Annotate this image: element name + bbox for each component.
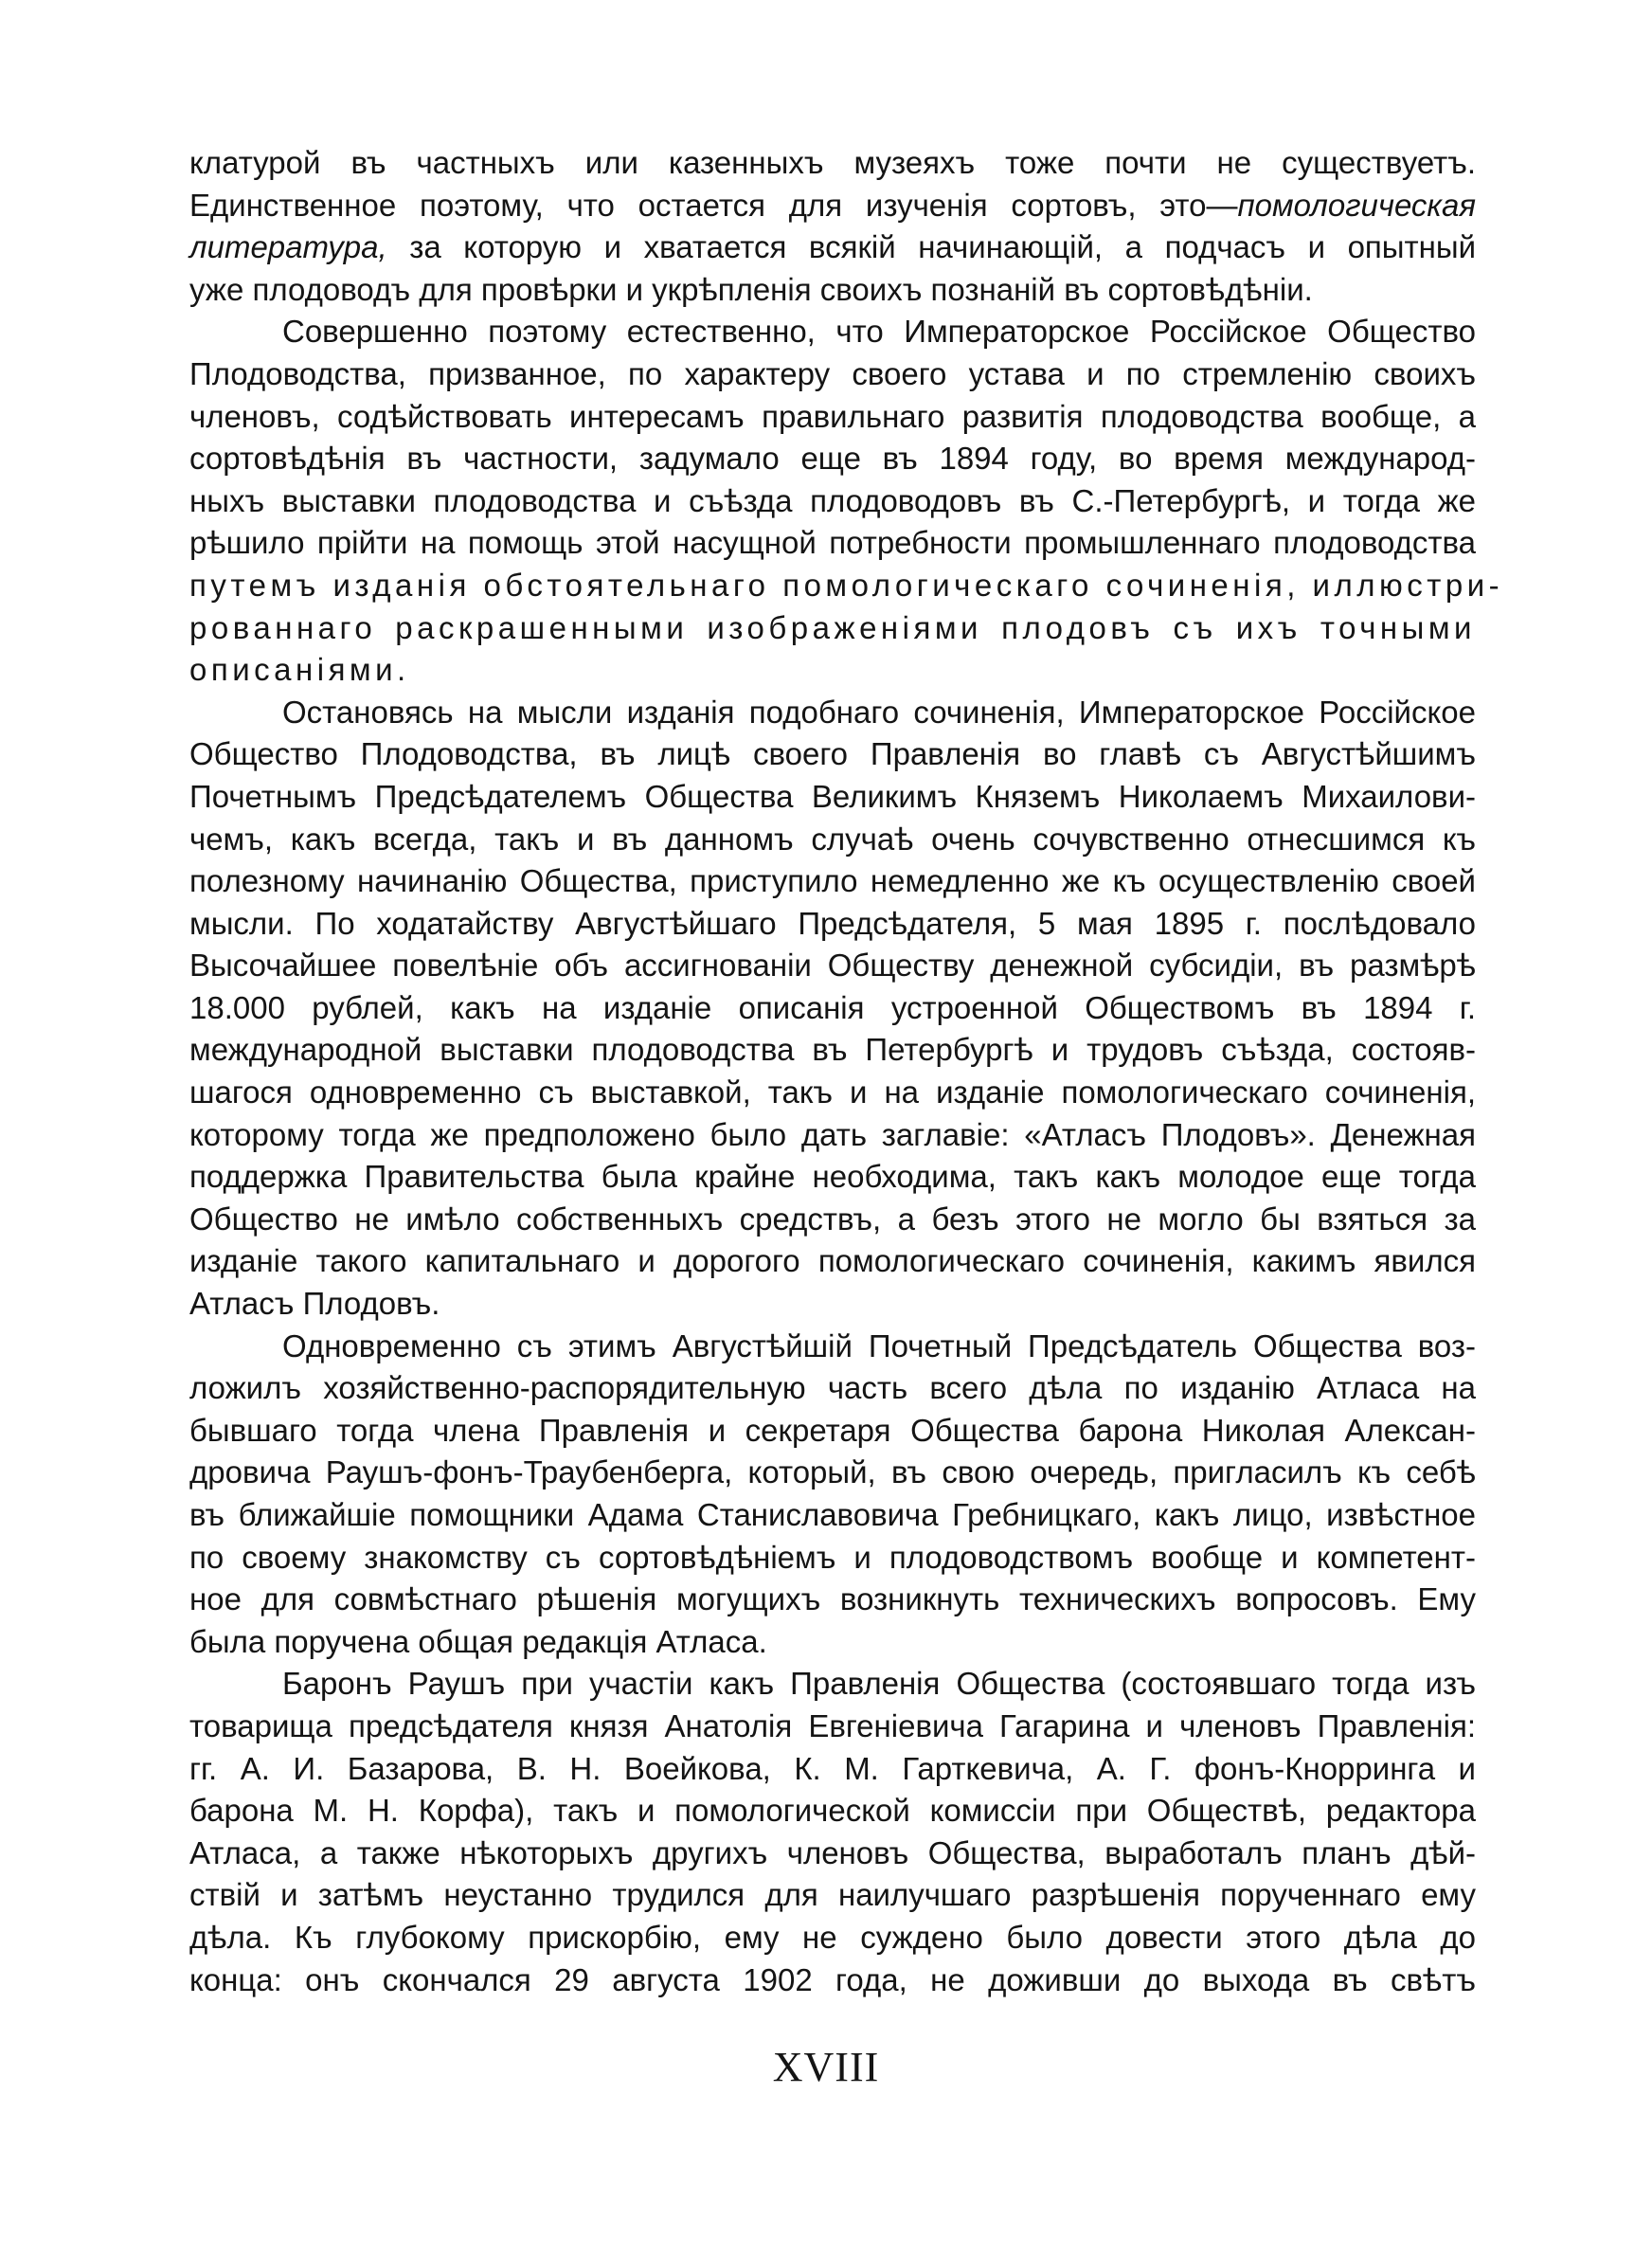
text-line: Атласа, а также нѣкоторыхъ другихъ членовъ Общества, выработалъ планъ дѣй-	[189, 1834, 1476, 1870]
text-line-start: Единственное поэтому, что остается для изученія сортовъ, это—	[189, 187, 1238, 223]
text-line: которому тогда же предположено было дать заглавіе: «Атласъ Плодовъ». Денежная	[189, 1116, 1476, 1152]
text-line: сортовѣдѣнія въ частности, задумало еще въ 1894 году, во время международ-	[189, 441, 1476, 477]
paragraph-1	[189, 142, 1476, 311]
text-line-spaced: путемъ изданія обстоятельнаго помологическаго сочиненія, иллюстри-	[189, 567, 1504, 603]
text-line: дѣла. Къ глубокому прискорбію, ему не суждено было довести этого дѣла до	[189, 1919, 1476, 1955]
text-line: Одновременно съ этимъ Августѣйшій Почетный Предсѣдатель Общества воз-	[282, 1327, 1476, 1363]
text-line: Атласъ Плодовъ.	[189, 1286, 440, 1322]
text-line: Остановясь на мысли изданія подобнаго сочиненія, Императорское Россійское	[282, 694, 1476, 730]
text-line: поддержка Правительства была крайне необходима, такъ какъ молодое еще тогда	[189, 1159, 1476, 1195]
text-line: Почетнымъ Предсѣдателемъ Общества Великимъ Княземъ Николаемъ Михаилови-	[189, 778, 1476, 814]
text-line: гг. А. И. Базарова, В. Н. Воейкова, К. М. Гарткевича, А. Г. фонъ-Кнорринга и	[189, 1750, 1476, 1786]
text-line: въ ближайшіе помощники Адама Станиславовича Гребницкаго, какъ лицо, извѣстное	[189, 1497, 1476, 1532]
paragraph-3	[189, 692, 1476, 1326]
text-line: мысли. По ходатайству Августѣйшаго Предсѣдателя, 5 мая 1895 г. послѣдовало	[189, 905, 1476, 941]
text-line: Плодоводства, призванное, по характеру своего устава и по стремленію своихъ	[189, 355, 1476, 391]
text-line: Высочайшее повелѣніе объ ассигнованіи Обществу денежной субсидіи, въ размѣрѣ	[189, 948, 1476, 984]
text-line: конца: онъ скончался 29 августа 1902 года, не доживши до выхода въ свѣтъ	[189, 1961, 1476, 1997]
text-line: Общество не имѣло собственныхъ средствъ, а безъ этого не могло бы взяться за	[189, 1201, 1476, 1237]
text-line: товарища предсѣдателя князя Анатолія Евгеніевича Гагарина и членовъ Правленія:	[189, 1707, 1476, 1743]
text-line-spaced: рованнаго раскрашенными изображеніями плодовъ съ ихъ точными	[189, 609, 1476, 645]
text-line: уже плодоводъ для провѣрки и укрѣпленія своихъ познаній въ сортовѣдѣніи.	[189, 271, 1313, 307]
text-line: ствій и затѣмъ неустанно трудился для наилучшаго разрѣшенія порученнаго ему	[189, 1877, 1476, 1913]
text-line: барона М. Н. Корфа), такъ и помологической комиссіи при Обществѣ, редактора	[189, 1793, 1476, 1829]
text-line-rest: за которую и хватается всякій начинающій, а подчасъ и опытный	[386, 229, 1476, 265]
text-line: 18.000 рублей, какъ на изданіе описанія устроенной Обществомъ въ 1894 г.	[189, 989, 1476, 1025]
text-line: полезному начинанію Общества, приступило немедленно же къ осуществленію своей	[189, 863, 1476, 899]
text-line: бывшаго тогда члена Правленія и секретаря Общества барона Николая Алексан-	[189, 1412, 1476, 1448]
text-line: ложилъ хозяйственно-распорядительную часть всего дѣла по изданію Атласа на	[189, 1370, 1476, 1406]
text-line: членовъ, содѣйствовать интересамъ правильнаго развитія плодоводства вообще, а	[189, 398, 1476, 434]
text-line: рѣшило прійти на помощь этой насущной потребности промышленнаго плодоводства	[189, 525, 1476, 561]
text-line: изданіе такого капитальнаго и дорогого помологическаго сочиненія, какимъ явился	[189, 1243, 1476, 1279]
page-number: XVIII	[772, 2044, 880, 2090]
text-line: Общество Плодоводства, въ лицѣ своего Правленія во главѣ съ Августѣйшимъ	[189, 736, 1476, 772]
text-line: дровича Раушъ-фонъ-Траубенберга, который, въ свою очередь, пригласилъ къ себѣ	[189, 1454, 1476, 1490]
text-line	[189, 185, 1476, 227]
paragraph-4	[189, 1326, 1476, 1664]
text-line: Совершенно поэтому естественно, что Императорское Россійское Общество	[282, 314, 1476, 350]
paragraph-2	[189, 311, 1504, 691]
text-line	[189, 226, 1476, 269]
paragraph-5	[189, 1663, 1476, 2001]
text-line-spaced: описаніями.	[189, 652, 410, 688]
text-line: Баронъ Раушъ при участіи какъ Правленія Общества (состоявшаго тогда изъ	[282, 1666, 1476, 1702]
text-line: ное для совмѣстнаго рѣшенія могущихъ возникнуть техническихъ вопросовъ. Ему	[189, 1581, 1476, 1617]
text-line: по своему знакомству съ сортовѣдѣніемъ и плодоводствомъ вообще и компетент-	[189, 1539, 1476, 1575]
italic-term: литература,	[189, 229, 387, 265]
text-line: международной выставки плодоводства въ Петербургѣ и трудовъ съѣзда, состояв-	[189, 1032, 1476, 1068]
page-body	[189, 142, 1504, 2001]
text-line: была поручена общая редакція Атласа.	[189, 1623, 767, 1659]
text-line: чемъ, какъ всегда, такъ и въ данномъ случаѣ очень сочувственно отнесшимся къ	[189, 821, 1476, 857]
text-line: клатурой въ частныхъ или казенныхъ музеяхъ тоже почти не существуетъ.	[189, 145, 1476, 180]
italic-term: помологическая	[1237, 187, 1476, 223]
text-line: ныхъ выставки плодоводства и съѣзда плодоводовъ въ С.-Петербургѣ, и тогда же	[189, 482, 1476, 518]
text-line: шагося одновременно съ выставкой, такъ и на изданіе помологическаго сочиненія,	[189, 1074, 1476, 1110]
